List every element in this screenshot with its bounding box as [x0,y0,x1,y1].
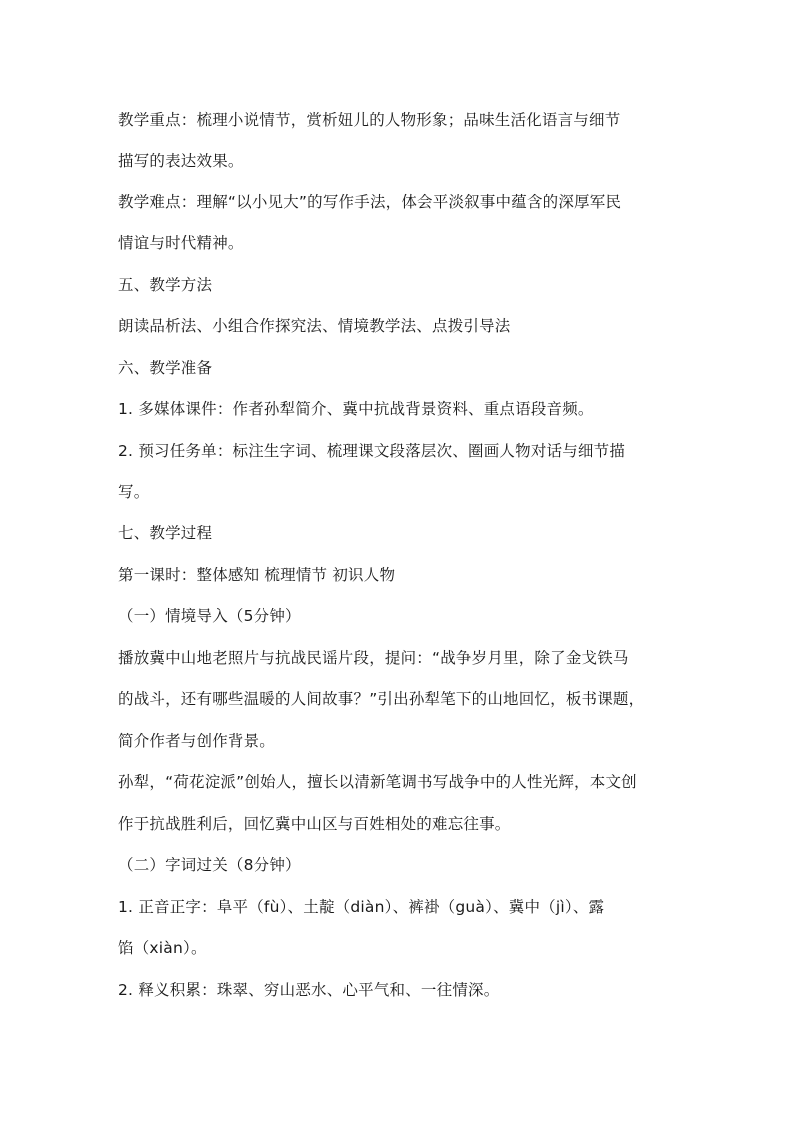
teaching-focus-line-1: 教学重点：梳理小说情节，赏析妞儿的人物形象；品味生活化语言与细节 [118,111,621,129]
lesson-one-title: 第一课时：整体感知 梳理情节 初识人物 [118,566,396,584]
intro-paragraph-line-3: 简介作者与创作背景。 [118,732,276,750]
subsection-vocabulary-heading: （二）字词过关（8分钟） [118,856,301,874]
intro-paragraph-line-2: 的战斗，还有哪些温暖的人间故事？”引出孙犁笔下的山地回忆，板书课题， [118,690,645,708]
author-paragraph-line-1: 孙犁，“荷花淀派”创始人，擅长以清新笔调书写战争中的人性光辉，本文创 [118,773,637,791]
teaching-difficulty-line-1: 教学难点：理解“以小见大”的写作手法，体会平淡叙事中蕴含的深厚军民 [118,193,622,211]
section-heading-methods: 五、教学方法 [118,276,213,294]
section-heading-preparation: 六、教学准备 [118,359,213,377]
preparation-item-2-line-1: 2. 预习任务单：标注生字词、梳理课文段落层次、圈画人物对话与细节描 [118,442,626,460]
preparation-item-2-line-2: 写。 [118,483,150,501]
methods-text: 朗读品析法、小组合作探究法、情境教学法、点拨引导法 [118,317,511,335]
vocabulary-item-1-line-2: 馅（xiàn）。 [118,939,207,957]
intro-paragraph-line-1: 播放冀中山地老照片与抗战民谣片段，提问：“战争岁月里，除了金戈铁马 [118,649,629,667]
section-heading-process: 七、教学过程 [118,524,213,542]
teaching-difficulty-line-2: 情谊与时代精神。 [118,234,244,252]
vocabulary-item-2: 2. 释义积累：珠翠、穷山恶水、心平气和、一往情深。 [118,981,500,999]
subsection-intro-heading: （一）情境导入（5分钟） [118,607,301,625]
vocabulary-item-1-line-1: 1. 正音正字：阜平（fù）、土靛（diàn）、裤褂（guà）、冀中（jì）、露 [118,898,605,916]
preparation-item-1: 1. 多媒体课件：作者孙犁简介、冀中抗战背景资料、重点语段音频。 [118,400,594,418]
author-paragraph-line-2: 作于抗战胜利后，回忆冀中山区与百姓相处的难忘往事。 [118,815,511,833]
teaching-focus-line-2: 描写的表达效果。 [118,152,244,170]
